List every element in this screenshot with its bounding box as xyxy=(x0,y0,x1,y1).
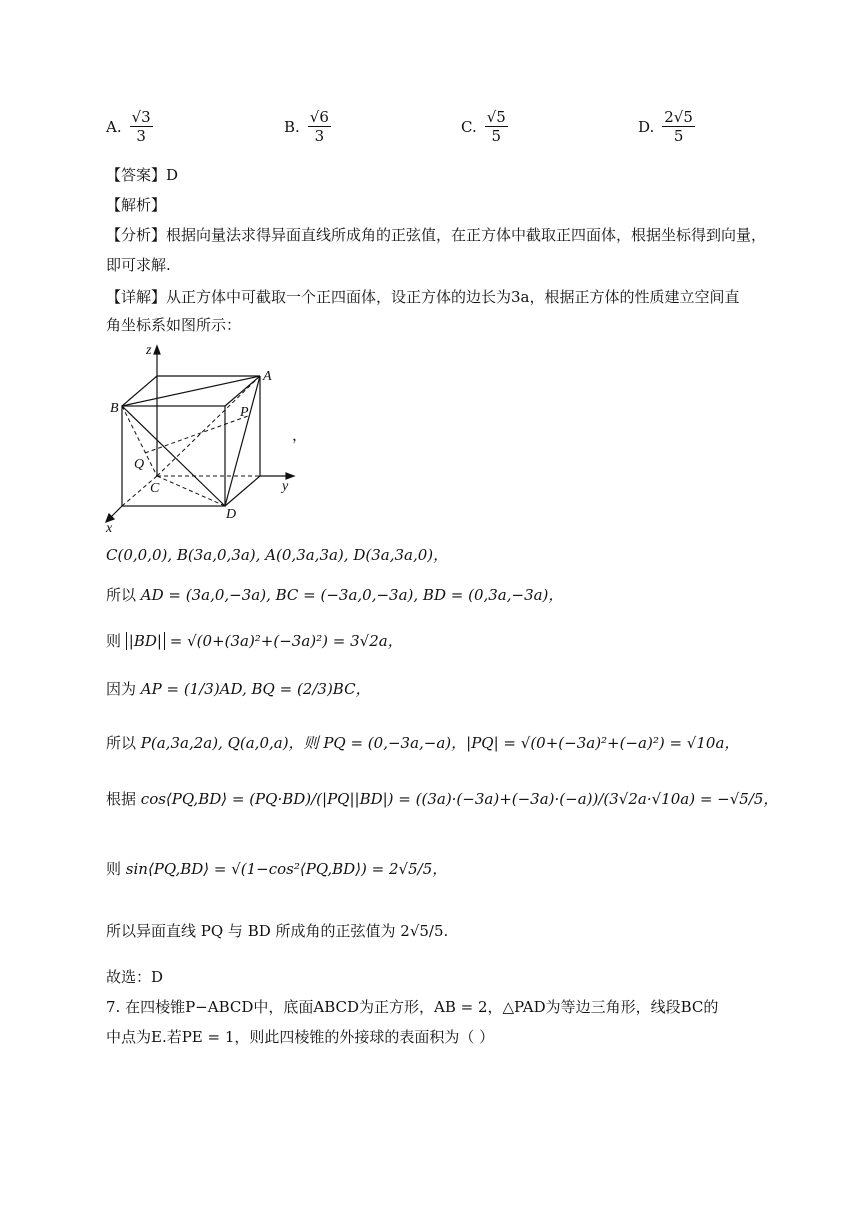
label-c: C xyxy=(150,481,160,496)
vectors-line: 所以 AD = (3a,0,−3a), BC = (−3a,0,−3a), BD = (0,3a,−3a)， xyxy=(106,586,564,604)
option-a[interactable] xyxy=(106,108,155,147)
analysis-text-1: 【分析】根据向量法求得异面直线所成角的正弦值，在正方体中截取正四面体，根据坐标得到向量， xyxy=(106,226,767,244)
label-y: y xyxy=(282,479,289,494)
question-7-line-2: 中点为E.若PE = 1，则此四棱锥的外接球的表面积为（ ） xyxy=(106,1028,495,1046)
choice-line: 故选：D xyxy=(106,968,164,986)
option-fraction: $\frac{2√5}{5}$ xyxy=(664,108,693,145)
bd-magnitude-line: 则 |BD| = √(0+(3a)²+(−3a)²) = 3√2a， xyxy=(106,632,403,650)
answer-line: 【答案】D xyxy=(106,166,179,184)
label-a: A xyxy=(263,369,272,384)
label-z: z xyxy=(146,343,152,358)
option-letter: B. xyxy=(284,118,300,137)
detail-text-2: 角坐标系如图所示： xyxy=(106,316,242,334)
label-q: Q xyxy=(134,457,145,472)
option-letter: D. xyxy=(638,118,655,137)
detail-text-1: 【详解】从正方体中可截取一个正四面体，设正方体的边长为3a，根据正方体的性质建立空间直 xyxy=(106,288,740,306)
pq-line: 所以 P(a,3a,2a), Q(a,0,a)，则 PQ = (0,−3a,−a)，|PQ| = √(0+(−3a)²+(−a)²) = √10a， xyxy=(106,734,740,752)
because-line: 因为 AP = (1/3)AD, BQ = (2/3)BC， xyxy=(106,680,371,698)
option-fraction: $\frac{√5}{5}$ xyxy=(486,108,506,145)
option-letter: C. xyxy=(461,118,477,137)
option-letter: A. xyxy=(106,118,122,137)
figure-comma: ， xyxy=(292,426,308,444)
analysis-text-2: 即可求解. xyxy=(106,256,171,274)
cos-line: 根据 cos⟨PQ,BD⟩ = (PQ·BD)/(|PQ||BD|) = ((3a)·(−3a)+(−3a)·(−a))/(3√2a·√10a) = −√5/5， xyxy=(106,790,779,808)
analysis-heading: 【解析】 xyxy=(106,196,167,214)
option-fraction: $\frac{√6}{3}$ xyxy=(309,108,329,145)
option-b[interactable] xyxy=(284,108,333,147)
coordinates-line: C(0,0,0), B(3a,0,3a), A(0,3a,3a), D(3a,3a,0)， xyxy=(106,546,449,564)
label-b: B xyxy=(110,401,119,416)
question-7-line-1: 7. 在四棱锥P−ABCD中，底面ABCD为正方形，AB = 2，△PAD为等边三角形，线段BC的 xyxy=(106,998,719,1016)
option-d[interactable] xyxy=(638,108,697,147)
label-p: P xyxy=(240,405,249,420)
option-fraction: $\frac{√3}{3}$ xyxy=(131,108,151,145)
option-c[interactable] xyxy=(461,108,510,147)
label-x: x xyxy=(106,521,113,536)
conclusion-line: 所以异面直线 PQ 与 BD 所成角的正弦值为 2√5/5. xyxy=(106,922,449,940)
label-d: D xyxy=(226,507,237,522)
sin-line: 则 sin⟨PQ,BD⟩ = √(1−cos²⟨PQ,BD⟩) = 2√5/5， xyxy=(106,860,448,878)
